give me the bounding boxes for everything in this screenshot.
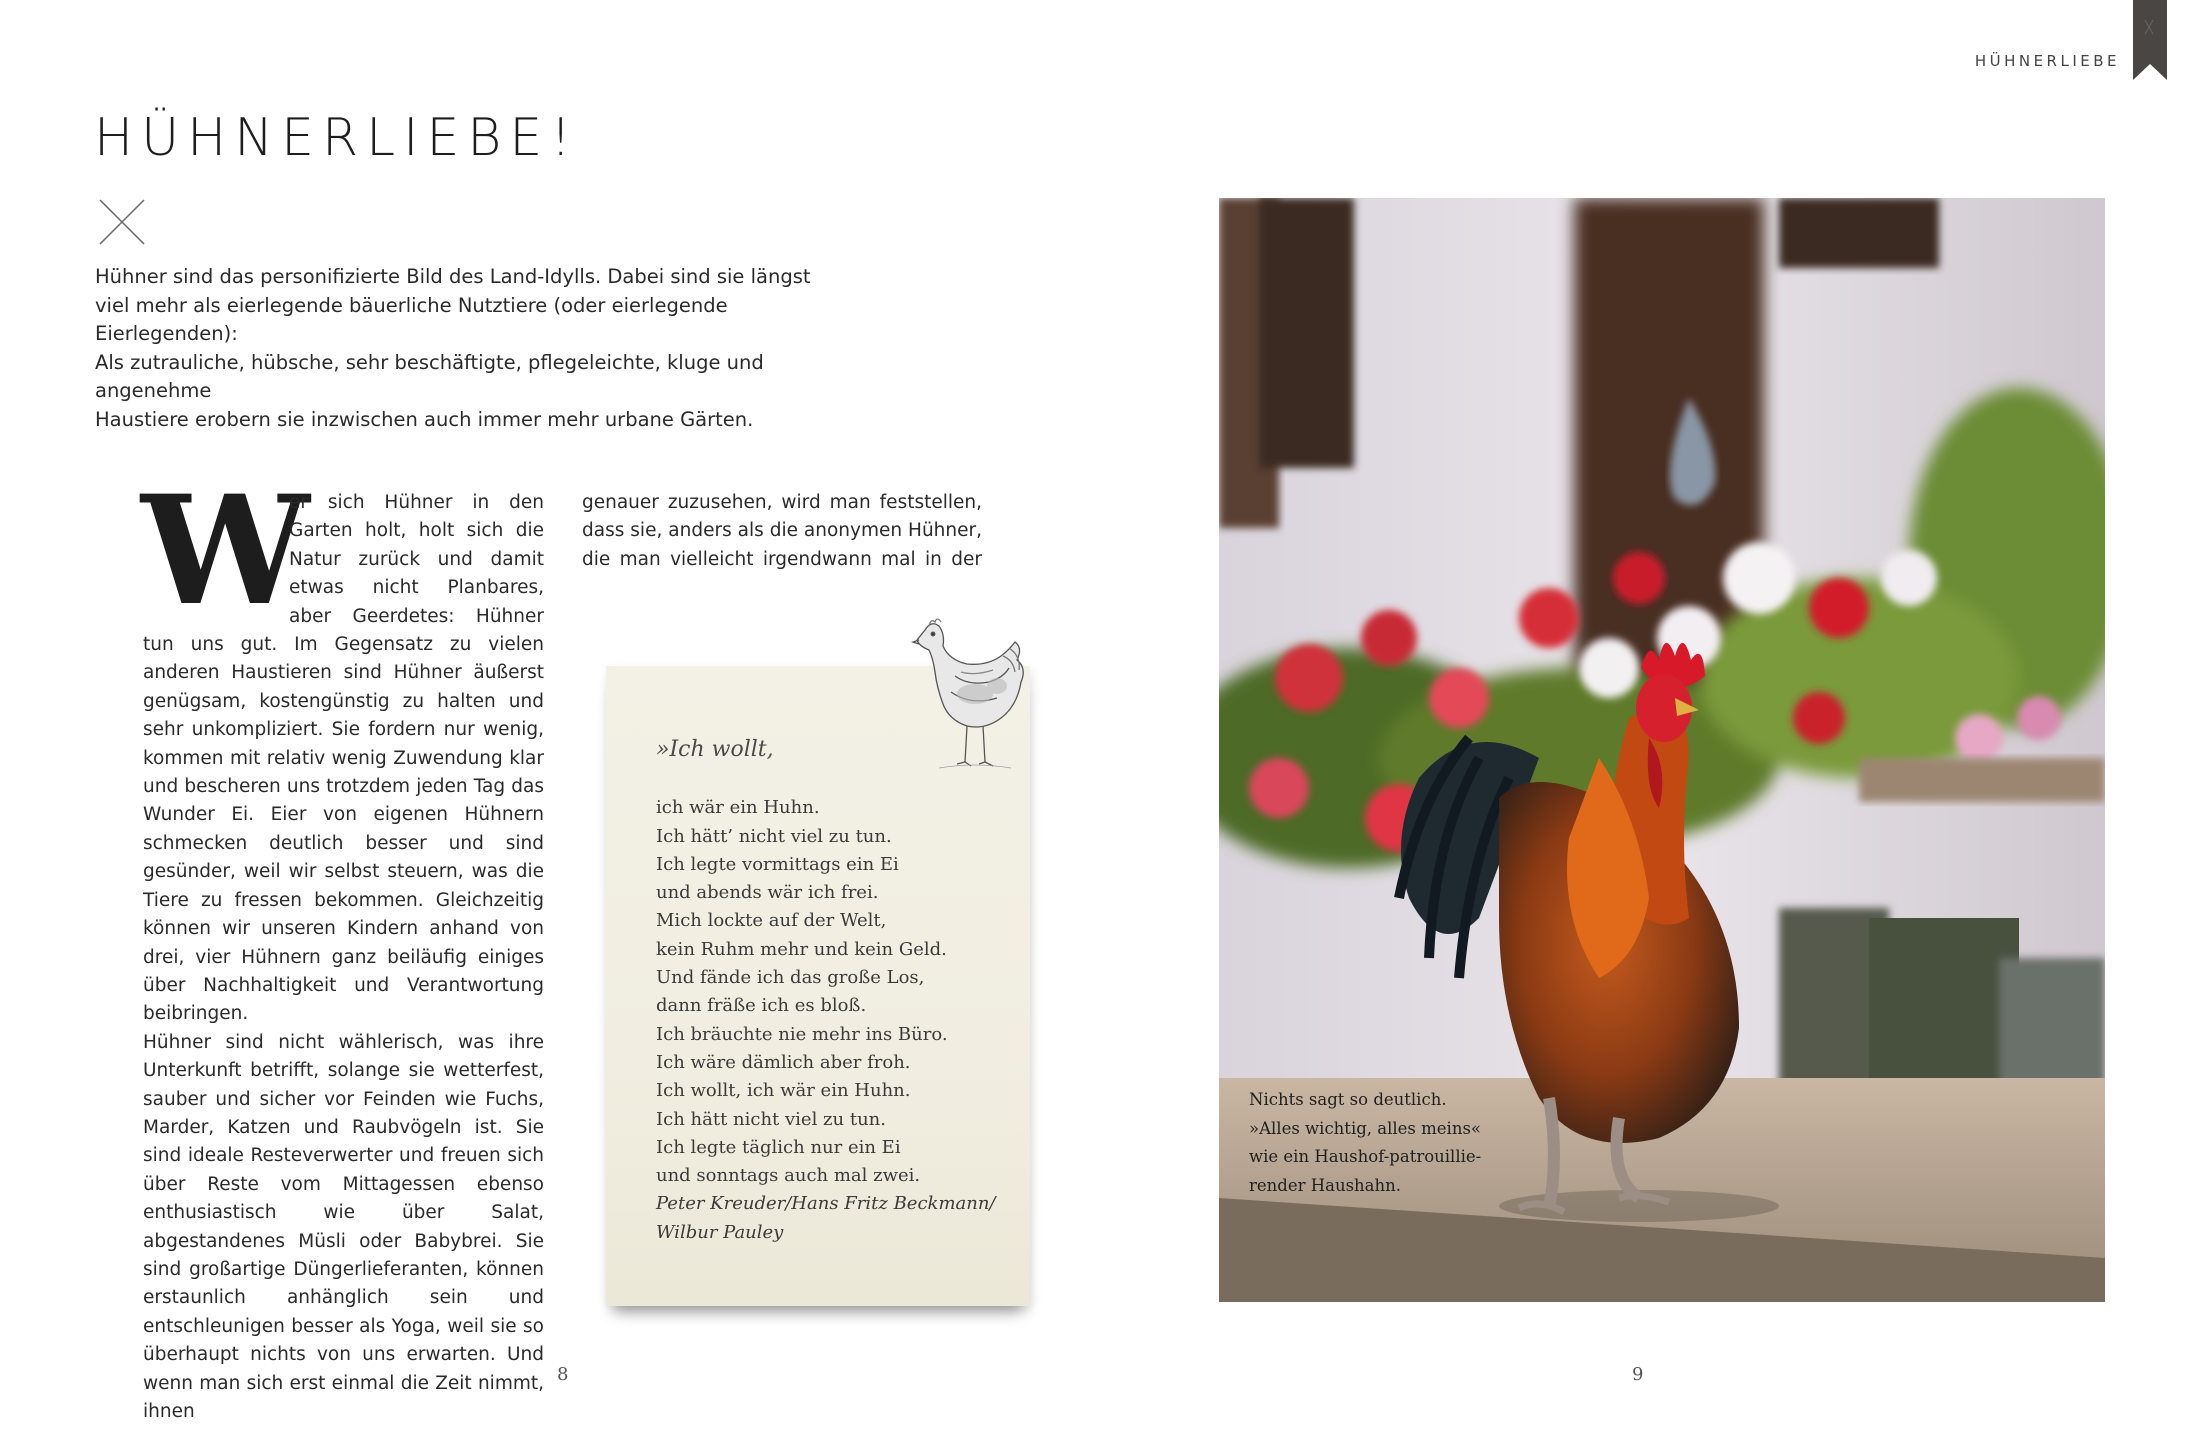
body-column-2: genauer zuzusehen, wird man feststellen, dass sie, anders als die anonymen Hühner, die man vielleicht irgendwann mal in der: [582, 492, 982, 570]
caption-line: render Haushahn.: [1249, 1175, 1402, 1195]
intro-line: Haustiere erobern sie inzwischen auch immer mehr urbane Gärten.: [95, 407, 754, 431]
poem-line: und sonntags auch mal zwei.: [656, 1165, 921, 1187]
intro-line: Als zutrauliche, hübsche, sehr beschäftigte, pflegeleichte, kluge und angenehme: [95, 350, 764, 402]
caption-line: »Alles wichtig, alles meins«: [1249, 1118, 1482, 1138]
poem-line: Ich legte täglich nur ein Ei: [656, 1136, 901, 1158]
poem-author: Peter Kreuder/Hans Fritz Beckmann/: [656, 1193, 996, 1215]
poem-line: kein Ruhm mehr und kein Geld.: [656, 938, 947, 960]
poem-line: Ich bräuchte nie mehr ins Büro.: [656, 1023, 948, 1045]
poem-line: Ich wäre dämlich aber froh.: [656, 1051, 911, 1073]
poem-line: Ich hätt’ nicht viel zu tun.: [656, 825, 892, 847]
poem-opening: »Ich wollt,: [656, 737, 774, 762]
photo-caption: [1249, 1086, 1509, 1200]
poem-line: Und fände ich das große Los,: [656, 967, 925, 989]
intro-paragraph: [95, 263, 875, 434]
body-paragraph-1: er sich Hühner in den Garten holt, holt sich die Natur zurück und damit etwas nicht Planbares, aber Geerdetes: Hühner tun uns gut. Im Gegensatz zu vielen anderen Haustieren sind Hühner äußerst genügsam, kostengünstig zu halten und sehr unkompliziert. Sie fordern nur wenig, kommen mit relativ wenig Zuwendung klar und bescheren uns trotzdem jeden Tag das Wunder Ei. Eier von eigenen Hühnern schmecken deutlich besser und sind gesünder, weil wir selbst steuern, was die Tiere zu fressen bekommen. Gleichzeitig können wir unseren Kindern anhand von drei, vier Hühnern ganz beiläufig einiges über Nachhaltigkeit und Verantwortung beibringen.: [143, 492, 544, 1025]
page-number-left: 8: [557, 1364, 569, 1385]
page-number-right: 9: [1632, 1364, 1644, 1385]
intro-line: Hühner sind das personifizierte Bild des Land-Idylls. Dabei sind sie längst: [95, 265, 811, 288]
poem-line: Ich legte vormittags ein Ei: [656, 853, 899, 875]
body-paragraph-2: Hühner sind nicht wählerisch, was ihre Unterkunft betrifft, solange sie wetterfest, sauber und sicher vor Feinden wie Fuchs, Marder, Katzen und Raubvögeln ist. Sie sind ideale Resteverwerter und freuen sich über Reste vom Mittagessen ebenso enthusiastisch wie über Salat, abgestandenes Müsli oder Babybrei. Sie sind großartige Düngerlieferanten, können erstaunlich anhänglich sein und entschleunigen besser als Yoga, weil sie so überhaupt nichts von uns erwarten. Und wenn man sich erst einmal die Zeit nimmt, ihnen: [143, 1031, 544, 1422]
bookmark-ribbon: [2133, 0, 2167, 80]
poem-line: ich wär ein Huhn.: [656, 797, 820, 819]
drop-cap: W: [141, 463, 310, 639]
page-title: HÜHNERLIEBE!: [94, 108, 580, 168]
poem-author: Wilbur Pauley: [656, 1221, 784, 1243]
poem-line: und abends wär ich frei.: [656, 882, 879, 904]
poem-line: Ich hätt nicht viel zu tun.: [656, 1108, 886, 1130]
poem-line: Mich lockte auf der Welt,: [656, 910, 887, 932]
cross-ornament-icon: [98, 198, 146, 246]
intro-line: viel mehr als eierlegende bäuerliche Nutztiere (oder eierlegende Eierlegenden):: [95, 293, 728, 345]
body-column-1: [141, 463, 544, 1426]
running-head: HÜHNERLIEBE: [1974, 52, 2120, 70]
caption-line: Nichts sagt so deutlich.: [1249, 1090, 1447, 1109]
poem-line: Ich wollt, ich wär ein Huhn.: [656, 1080, 911, 1102]
poem: [656, 736, 1016, 1247]
caption-line: wie ein Haushof-patrouillie-: [1249, 1147, 1482, 1166]
poem-line: dann fräße ich es bloß.: [656, 995, 867, 1017]
